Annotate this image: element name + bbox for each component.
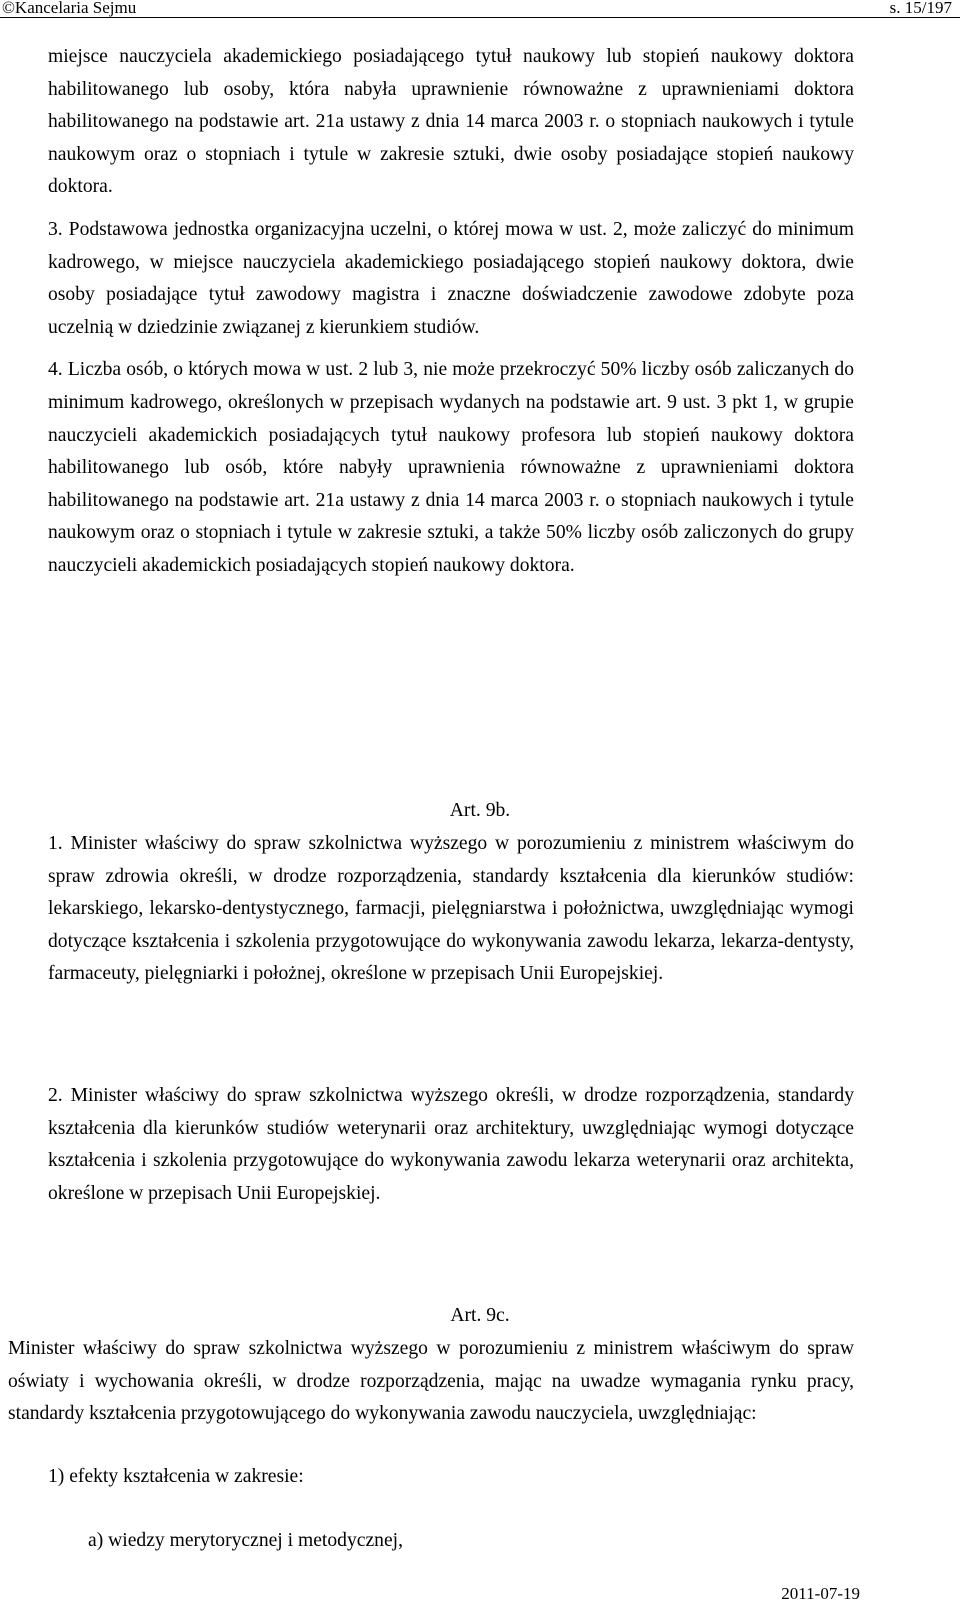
art-9b-heading: Art. 9b. (449, 800, 511, 821)
paragraph-continuation: miejsce nauczyciela akademickiego posiadającego tytuł naukowy lub stopień naukowy doktora habilitowanego lub osoby, która nabyła uprawnienie równoważne z uprawnieniami doktora habilitowanego na podstawie art. 21a ustawy z dnia 14 marca 2003 r. o stopniach naukowych i tytule naukowym oraz o stopniach i tytule w zakresie sztuki, dwie osoby posiadające stopień naukowy doktora. (48, 46, 854, 198)
art-9c-intro: Minister właściwy do spraw szkolnictwa wyższego w porozumieniu z ministrem właściwym do spraw oświaty i wychowania określi, w drodze rozporządzenia, mając na uwadze wymagania rynku pracy, standardy kształcenia przygotowującego do wykonywania zawodu nauczyciela, uwzględniając: (8, 1338, 854, 1425)
top-paragraphs (48, 41, 854, 583)
paragraph-ust-4: 4. Liczba osób, o których mowa w ust. 2 lub 3, nie może przekroczyć 50% liczby osób zaliczanych do minimum kadrowego, określonych w przepisach wydanych na podstawie art. 9 ust. 3 pkt 1, w grupie nauczycieli akademickich posiadających tytuł naukowy profesora lub stopień naukowy doktora habilitowanego lub osób, które nabyły uprawnienia równoważne z uprawnieniami doktora habilitowanego na podstawie art. 21a ustawy z dnia 14 marca 2003 r. o stopniach naukowych i tytule naukowym oraz o stopniach i tytule w zakresie sztuki, a także 50% liczby osób zaliczonych do grupy nauczycieli akademickich posiadających stopień naukowy doktora. (48, 359, 854, 576)
art-9c-item-1a: a) wiedzy merytorycznej i metodycznej, (88, 1530, 403, 1551)
art-9b-paragraph-1: 1. Minister właściwy do spraw szkolnictwa wyższego w porozumieniu z ministrem właściwym do spraw zdrowia określi, w drodze rozporządzenia, standardy kształcenia dla kierunków studiów: lekarskiego, lekarsko-dentystycznego, farmacji, pielęgniarstwa i położnictwa, uwzględniając wymogi dotyczące kształcenia i szkolenia przygotowujące do wykonywania zawodu lekarza, lekarza-dentysty, farmaceuty, pielęgniarki i położnej, określone w przepisach Unii Europejskiej. (48, 833, 854, 985)
header-divider (0, 17, 960, 18)
footer-date: 2011-07-19 (781, 1584, 860, 1603)
art-9b-paragraph-2: 2. Minister właściwy do spraw szkolnictwa wyższego określi, w drodze rozporządzenia, standardy kształcenia dla kierunków studiów weterynarii oraz architektury, uwzględniając wymogi dotyczące kształcenia i szkolenia przygotowujące do wykonywania zawodu lekarza weterynarii oraz architekta, określone w przepisach Unii Europejskiej. (48, 1085, 854, 1204)
paragraph-ust-3: 3. Podstawowa jednostka organizacyjna uczelni, o której mowa w ust. 2, może zaliczyć do minimum kadrowego, w miejsce nauczyciela akademickiego posiadającego stopień naukowy doktora, dwie osoby posiadające tytuł zawodowy magistra i znaczne doświadczenie zawodowe zdobyte poza uczelnią w dziedzinie związanej z kierunkiem studiów. (48, 218, 854, 338)
page-header (0, 0, 960, 18)
header-copyright: ©Kancelaria Sejmu (2, 0, 137, 17)
art-9c-item-1: 1) efekty kształcenia w zakresie: (48, 1466, 304, 1487)
art-9c-heading: Art. 9c. (450, 1305, 510, 1326)
header-page-number: s. 15/197 (889, 0, 952, 17)
